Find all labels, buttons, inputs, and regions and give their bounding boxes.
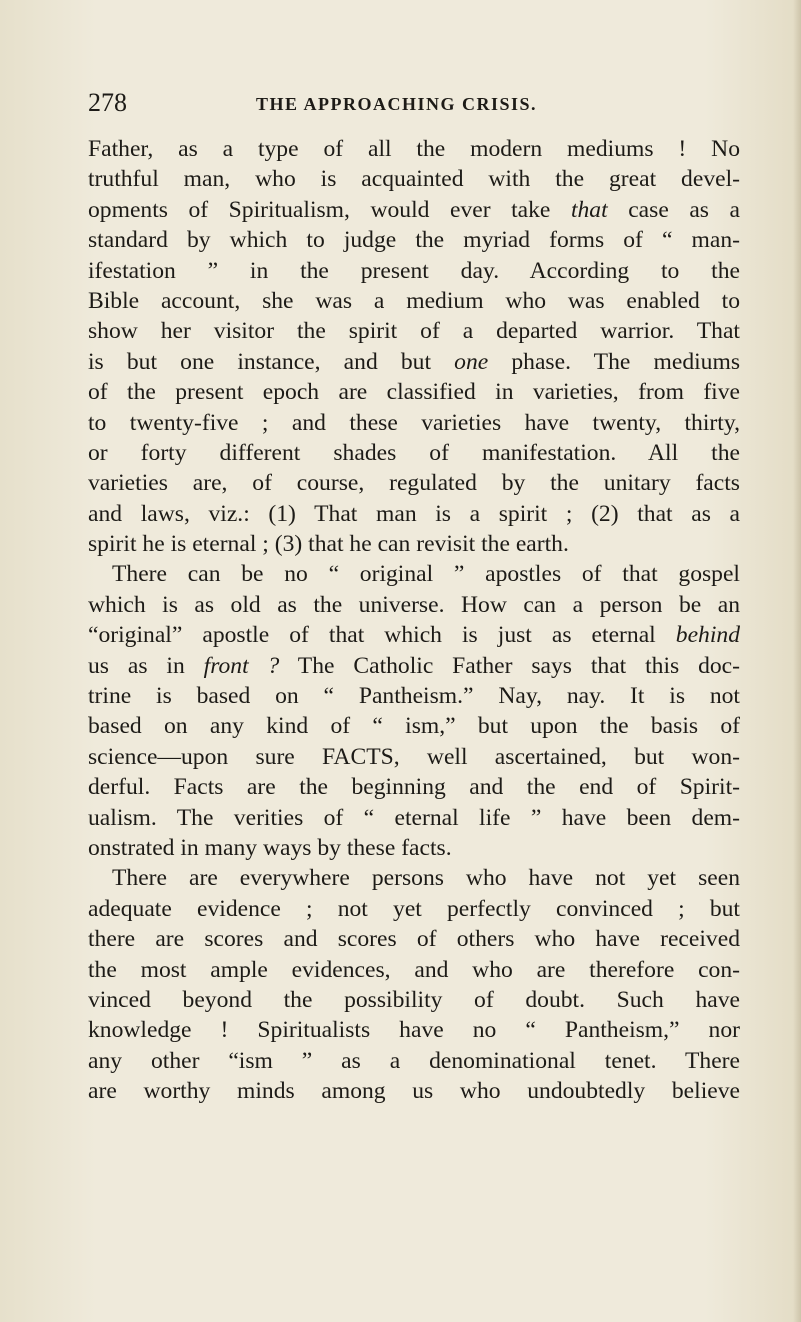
text-line (88, 742, 740, 772)
text-line (88, 681, 740, 711)
text-line (88, 377, 740, 407)
text-run: Bible account, she was a medium who was enabled to (88, 287, 740, 314)
text-run: show her visitor the spirit of a departed warrior. That (88, 318, 740, 345)
text-run: vinced beyond the possibility of doubt. Such have (88, 986, 740, 1013)
text-run: there are scores and scores of others who have received (88, 926, 740, 953)
text-run: varieties are, of course, regulated by the unitary facts (88, 470, 740, 497)
text-line (88, 1015, 740, 1045)
text-line (88, 590, 740, 620)
text-run: is but one instance, and but (88, 348, 455, 375)
running-head (88, 88, 738, 118)
text-run: case as a (607, 196, 740, 223)
text-run: to twenty-five ; and these varieties have twenty, thirty, (88, 409, 740, 436)
text-line (88, 225, 740, 255)
text-run: based on any kind of “ ism,” but upon the basis of (88, 713, 740, 740)
text-run: opments of Spiritualism, would ever take (88, 196, 571, 223)
text-line (88, 1076, 740, 1106)
text-run: or forty different shades of manifestation. All the (88, 439, 740, 466)
text-run: Father, as a type of all the modern mediums ! No (88, 136, 740, 162)
text-line (88, 833, 740, 863)
text-line (88, 256, 740, 286)
text-line (88, 468, 740, 498)
text-run: trine is based on “ Pantheism.” Nay, nay. It is not (88, 683, 740, 710)
text-line (88, 529, 740, 559)
text-line (88, 408, 740, 438)
italic-text: that (570, 196, 608, 223)
text-run: There can be no “ original ” apostles of that gospel (112, 561, 740, 588)
text-line (88, 803, 740, 833)
text-line (88, 772, 740, 802)
italic-text: behind (675, 622, 740, 649)
text-run: There are everywhere persons who have not yet seen (112, 865, 740, 892)
text-run: and laws, viz.: (1) That man is a spirit ; (2) that as a (88, 500, 740, 527)
text-line (88, 955, 740, 985)
italic-text: one (454, 348, 489, 375)
text-run: derful. Facts are the beginning and the end of Spirit- (88, 774, 740, 801)
text-run: phase. The mediums (488, 348, 740, 375)
text-run: of the present epoch are classified in varieties, from five (88, 379, 740, 406)
text-line (88, 134, 740, 164)
text-run: are worthy minds among us who undoubtedly believe (88, 1078, 740, 1105)
text-line (88, 894, 740, 924)
text-run: science—upon sure FACTS, well ascertained, but won- (88, 743, 740, 770)
text-run: us as in (88, 652, 204, 679)
text-line (88, 438, 740, 468)
text-line (88, 316, 740, 346)
italic-text: front ? (203, 652, 280, 679)
text-run: onstrated in many ways by these facts. (88, 834, 452, 861)
text-line (88, 924, 740, 954)
running-title: THE APPROACHING CRISIS. (256, 94, 538, 114)
text-run: The Catholic Father says that this doc- (279, 652, 740, 679)
text-run: spirit he is eternal ; (3) that he can revisit the earth. (88, 531, 569, 558)
text-run: knowledge ! Spiritualists have no “ Pantheism,” nor (88, 1017, 740, 1044)
text-run: truthful man, who is acquainted with the great devel- (88, 166, 740, 193)
text-line (88, 499, 740, 529)
text-run: adequate evidence ; not yet perfectly convinced ; but (88, 895, 740, 922)
text-run: which is as old as the universe. How can a person be an (88, 591, 740, 618)
text-run: ifestation ” in the present day. According to the (88, 257, 740, 284)
text-run: ualism. The verities of “ eternal life ” have been dem- (88, 804, 740, 831)
text-line (88, 863, 740, 893)
page-number: 278 (88, 88, 127, 117)
text-run: standard by which to judge the myriad forms of “ man- (88, 227, 740, 254)
text-line (88, 195, 740, 225)
text-line (88, 347, 740, 377)
text-line (88, 711, 740, 741)
text-line (88, 620, 740, 650)
text-line (88, 164, 740, 194)
text-line (88, 1046, 740, 1076)
text-run: “original” apostle of that which is just as eternal (88, 622, 676, 649)
text-line (88, 985, 740, 1015)
text-run: the most ample evidences, and who are therefore con- (88, 956, 740, 983)
text-run: any other “ism ” as a denominational tenet. There (88, 1047, 740, 1074)
page-edge-shadow (793, 0, 801, 1322)
text-line (88, 651, 740, 681)
text-line (88, 286, 740, 316)
text-line (88, 559, 740, 589)
body-text (88, 134, 740, 1107)
